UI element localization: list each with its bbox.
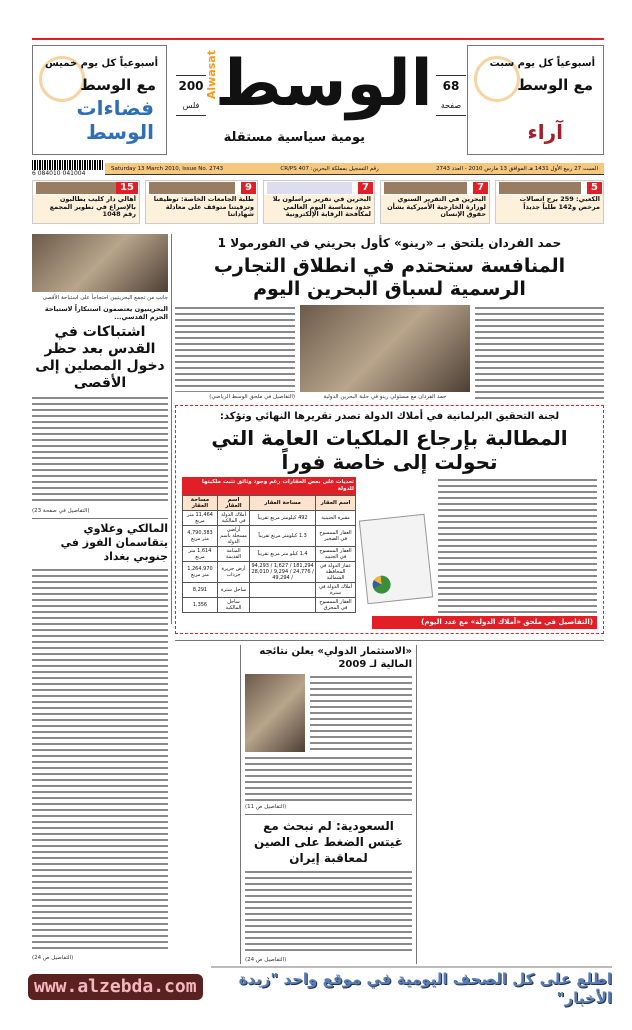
table-row: [183, 511, 356, 526]
table-cell: أملاك الدولة في المالكية: [217, 511, 249, 526]
table-row: [183, 583, 356, 598]
table-header: مساحة العقار: [183, 496, 218, 511]
logo-english: Alwasat: [205, 50, 218, 100]
table-row: [183, 526, 356, 547]
table-cell: 4,790,383 متر مربع: [183, 526, 218, 547]
teaser[interactable]: 15 أهالي دار كليب يطالبون بالإسراع في تطوير المجمع رقم 1048: [32, 180, 140, 224]
credit: (التفاصيل في ملحق الوسط الرياضي): [209, 394, 295, 400]
article-body: [245, 869, 412, 954]
site-url-link[interactable]: www.alzebda.com: [28, 974, 203, 1000]
table-cell: العقار الممسوح في الصخير: [316, 526, 356, 547]
masthead-rule: [32, 38, 604, 40]
article-body: [245, 755, 412, 801]
table-row: [183, 562, 356, 583]
table-cell: 11,464 متر مربع: [183, 511, 218, 526]
middle-column: [241, 645, 417, 964]
table-cell: أملاك الدولة في سترة: [316, 583, 356, 598]
teaser-photo: [384, 182, 467, 194]
table-header: اسم العقار: [217, 496, 249, 511]
teaser-photo: [149, 182, 235, 194]
ad-line: أسبوعياً كل يوم سبت: [489, 58, 595, 69]
table-cell: 1,614 متر مربع: [183, 547, 218, 562]
table-cell: أرض جزيرة جرداب: [217, 562, 249, 583]
credit: (التفاصيل ص 11): [245, 804, 287, 810]
article-body: [438, 477, 597, 613]
portrait-photo: [245, 674, 305, 752]
ad-line: أسبوعياً كل يوم خميس: [45, 58, 158, 69]
lead-body-row: [175, 305, 604, 401]
table-title: تعديات على بعض العقارات رغم وجود وثائق تثبت ملكيتها للدولة: [182, 477, 356, 495]
table-row: [183, 547, 356, 562]
table-cell: 1,356: [183, 598, 218, 613]
table-cell: [250, 598, 316, 613]
teaser[interactable]: 9 طلبة الجامعات الخاصة: توظيفنا وترقيتنا متوقف على معادلة شهاداتنا: [145, 180, 258, 224]
table-header: مساحة العقار: [250, 496, 316, 511]
article-body: [475, 305, 604, 401]
property-table: [182, 477, 356, 613]
featured-box: [175, 405, 604, 634]
protest-photo: [32, 234, 168, 292]
table-cell: المنامة القديمة: [217, 547, 249, 562]
pie-chart-icon: [372, 575, 392, 595]
bottom-row: [175, 645, 604, 964]
footer: [28, 966, 612, 1008]
kicker: البحرينيون يعتصمون استنكاراً لاستباحة الحرم القدسي...: [44, 305, 168, 321]
table-cell: 1.4 كيلو متر مربع تقريباً: [250, 547, 316, 562]
lead-headline[interactable]: المنافسة ستحتدم في انطلاق التجارب الرسمية لسباق البحرين اليوم: [213, 255, 566, 300]
credit: (التفاصيل ص 24): [245, 957, 287, 963]
lead-kicker: حمد الفردان يلتحق بـ «رينو» كأول بحريني في الفورمولا 1: [217, 236, 562, 250]
teaser[interactable]: 5 الكعبي: 259 برج اتصالات مرخص و142 طلباً جديداً: [495, 180, 604, 224]
headline[interactable]: اشتباكات في القدس بعد حظر دخول المصلين إلى الأقصى: [35, 324, 165, 391]
article-body: [310, 674, 412, 752]
headline[interactable]: «الاستثمار الدولي» يعلن نتائجه المالية لـ 2009: [259, 646, 412, 670]
table-cell: ساحل المالكية: [217, 598, 249, 613]
supplement-logo: فضاءات الوسط: [76, 96, 154, 144]
left-column: [32, 234, 168, 962]
supplement-logo: آراء: [527, 120, 563, 144]
table-cell: عقار الدولة في المحافظة الشمالية: [316, 562, 356, 583]
table-cell: 1.3 كيلومتر مربع تقريباً: [250, 526, 316, 547]
date-bar: [105, 163, 604, 175]
table-cell: 8,291: [183, 583, 218, 598]
newspaper-logo: الوسط: [215, 47, 433, 121]
table-cell: [250, 583, 316, 598]
table-row: [183, 598, 356, 613]
right-supplement-ad[interactable]: [467, 45, 604, 155]
table-cell: مقبرة الحنينية: [316, 511, 356, 526]
table: [182, 495, 356, 613]
teaser-photo: [267, 182, 352, 194]
thumbnail-area: [361, 477, 433, 613]
pages-box: 68 صفحة: [436, 75, 466, 116]
box-headline[interactable]: المطالبة بإرجاع الملكيات العامة التي تحولت إلى خاصة فوراً: [211, 426, 568, 474]
table-cell: أراضي مسجلة باسم الدولة: [217, 526, 249, 547]
table-cell: العقار الممسوح في الجنبية: [316, 547, 356, 562]
footer-slogan: اطلع على كل الصحف اليومية في موقع واحد "زبدة الأخبار": [211, 966, 612, 1008]
article-body: [175, 305, 295, 392]
photo-caption: جانب من تجمع البحرينيين احتجاجاً على استباحة الأقصى: [42, 295, 168, 301]
box-content: [182, 477, 597, 613]
divider: [245, 814, 412, 815]
box-kicker: لجنة التحقيق البرلمانية في أملاك الدولة تصدر تقريرها النهائي وتؤكد:: [219, 411, 560, 422]
ad-logo: مع الوسط: [517, 76, 593, 94]
divider: [32, 518, 168, 519]
supplement-thumbnail: [359, 514, 433, 604]
ad-logo: مع الوسط: [80, 76, 156, 94]
price-box: 200 فلس: [176, 75, 206, 116]
table-cell: 1,264,970 متر مربع: [183, 562, 218, 583]
headline[interactable]: المالكي وعلاوي يتقاسمان الفوز في جنوبي بغداد: [60, 522, 168, 563]
teaser[interactable]: 7 البحرين في التقرير السنوي لوزارة الخارجية الأميركية بشأن حقوق الإنسان: [380, 180, 490, 224]
racing-photo: [300, 305, 470, 392]
table-cell: العقار الممسوح في المحرق: [316, 598, 356, 613]
registration: رقم التسجيل بمملكة البحرين: CR/PS 407: [280, 165, 379, 172]
table-header: اسم العقار: [316, 496, 356, 511]
credit: (التفاصيل ص 24): [32, 955, 74, 961]
box-footer[interactable]: (التفاصيل في ملحق «أملاك الدولة» مع عدد اليوم): [372, 616, 597, 629]
date-arabic: السبت 27 ربيع الأول 1431 هـ الموافق 13 مارس 2010 - العدد 2743: [436, 165, 598, 172]
barcode: 6 084010 041004: [32, 160, 104, 176]
table-cell: 492 كيلومتر مربع تقريباً: [250, 511, 316, 526]
teaser-photo: [36, 182, 117, 194]
left-supplement-ad[interactable]: [32, 45, 167, 155]
article-body: [32, 395, 168, 505]
credit: (التفاصيل في صفحة 23): [32, 508, 90, 514]
tagline: يومية سياسية مستقلة: [223, 130, 365, 145]
headline[interactable]: السعودية: لم نبحث مع غيتس الضغط على الصين لمعاقبة إيران: [254, 819, 403, 865]
date-english: Saturday 13 March 2010, Issue No. 2743: [111, 165, 224, 172]
photo-caption: حمد الفردان مع مسئولي رينو في حلبة البحرين الدولية: [323, 394, 447, 400]
table-cell: 181,294 / 1,627 / 94,293 / 24,776 / 9,294 / 28,010 / 49,294: [251, 563, 314, 581]
table-cell: ساحل سترة: [217, 583, 249, 598]
column-divider: [171, 234, 172, 624]
teaser-photo: [499, 182, 581, 194]
divider: [175, 640, 604, 641]
teaser[interactable]: 7 البحرين في تقرير مراسلون بلا حدود بمناسبة اليوم العالمي لمكافحة الرقابة الإلكترونية: [263, 180, 375, 224]
right-area: [175, 236, 604, 964]
article-body: [32, 567, 168, 952]
